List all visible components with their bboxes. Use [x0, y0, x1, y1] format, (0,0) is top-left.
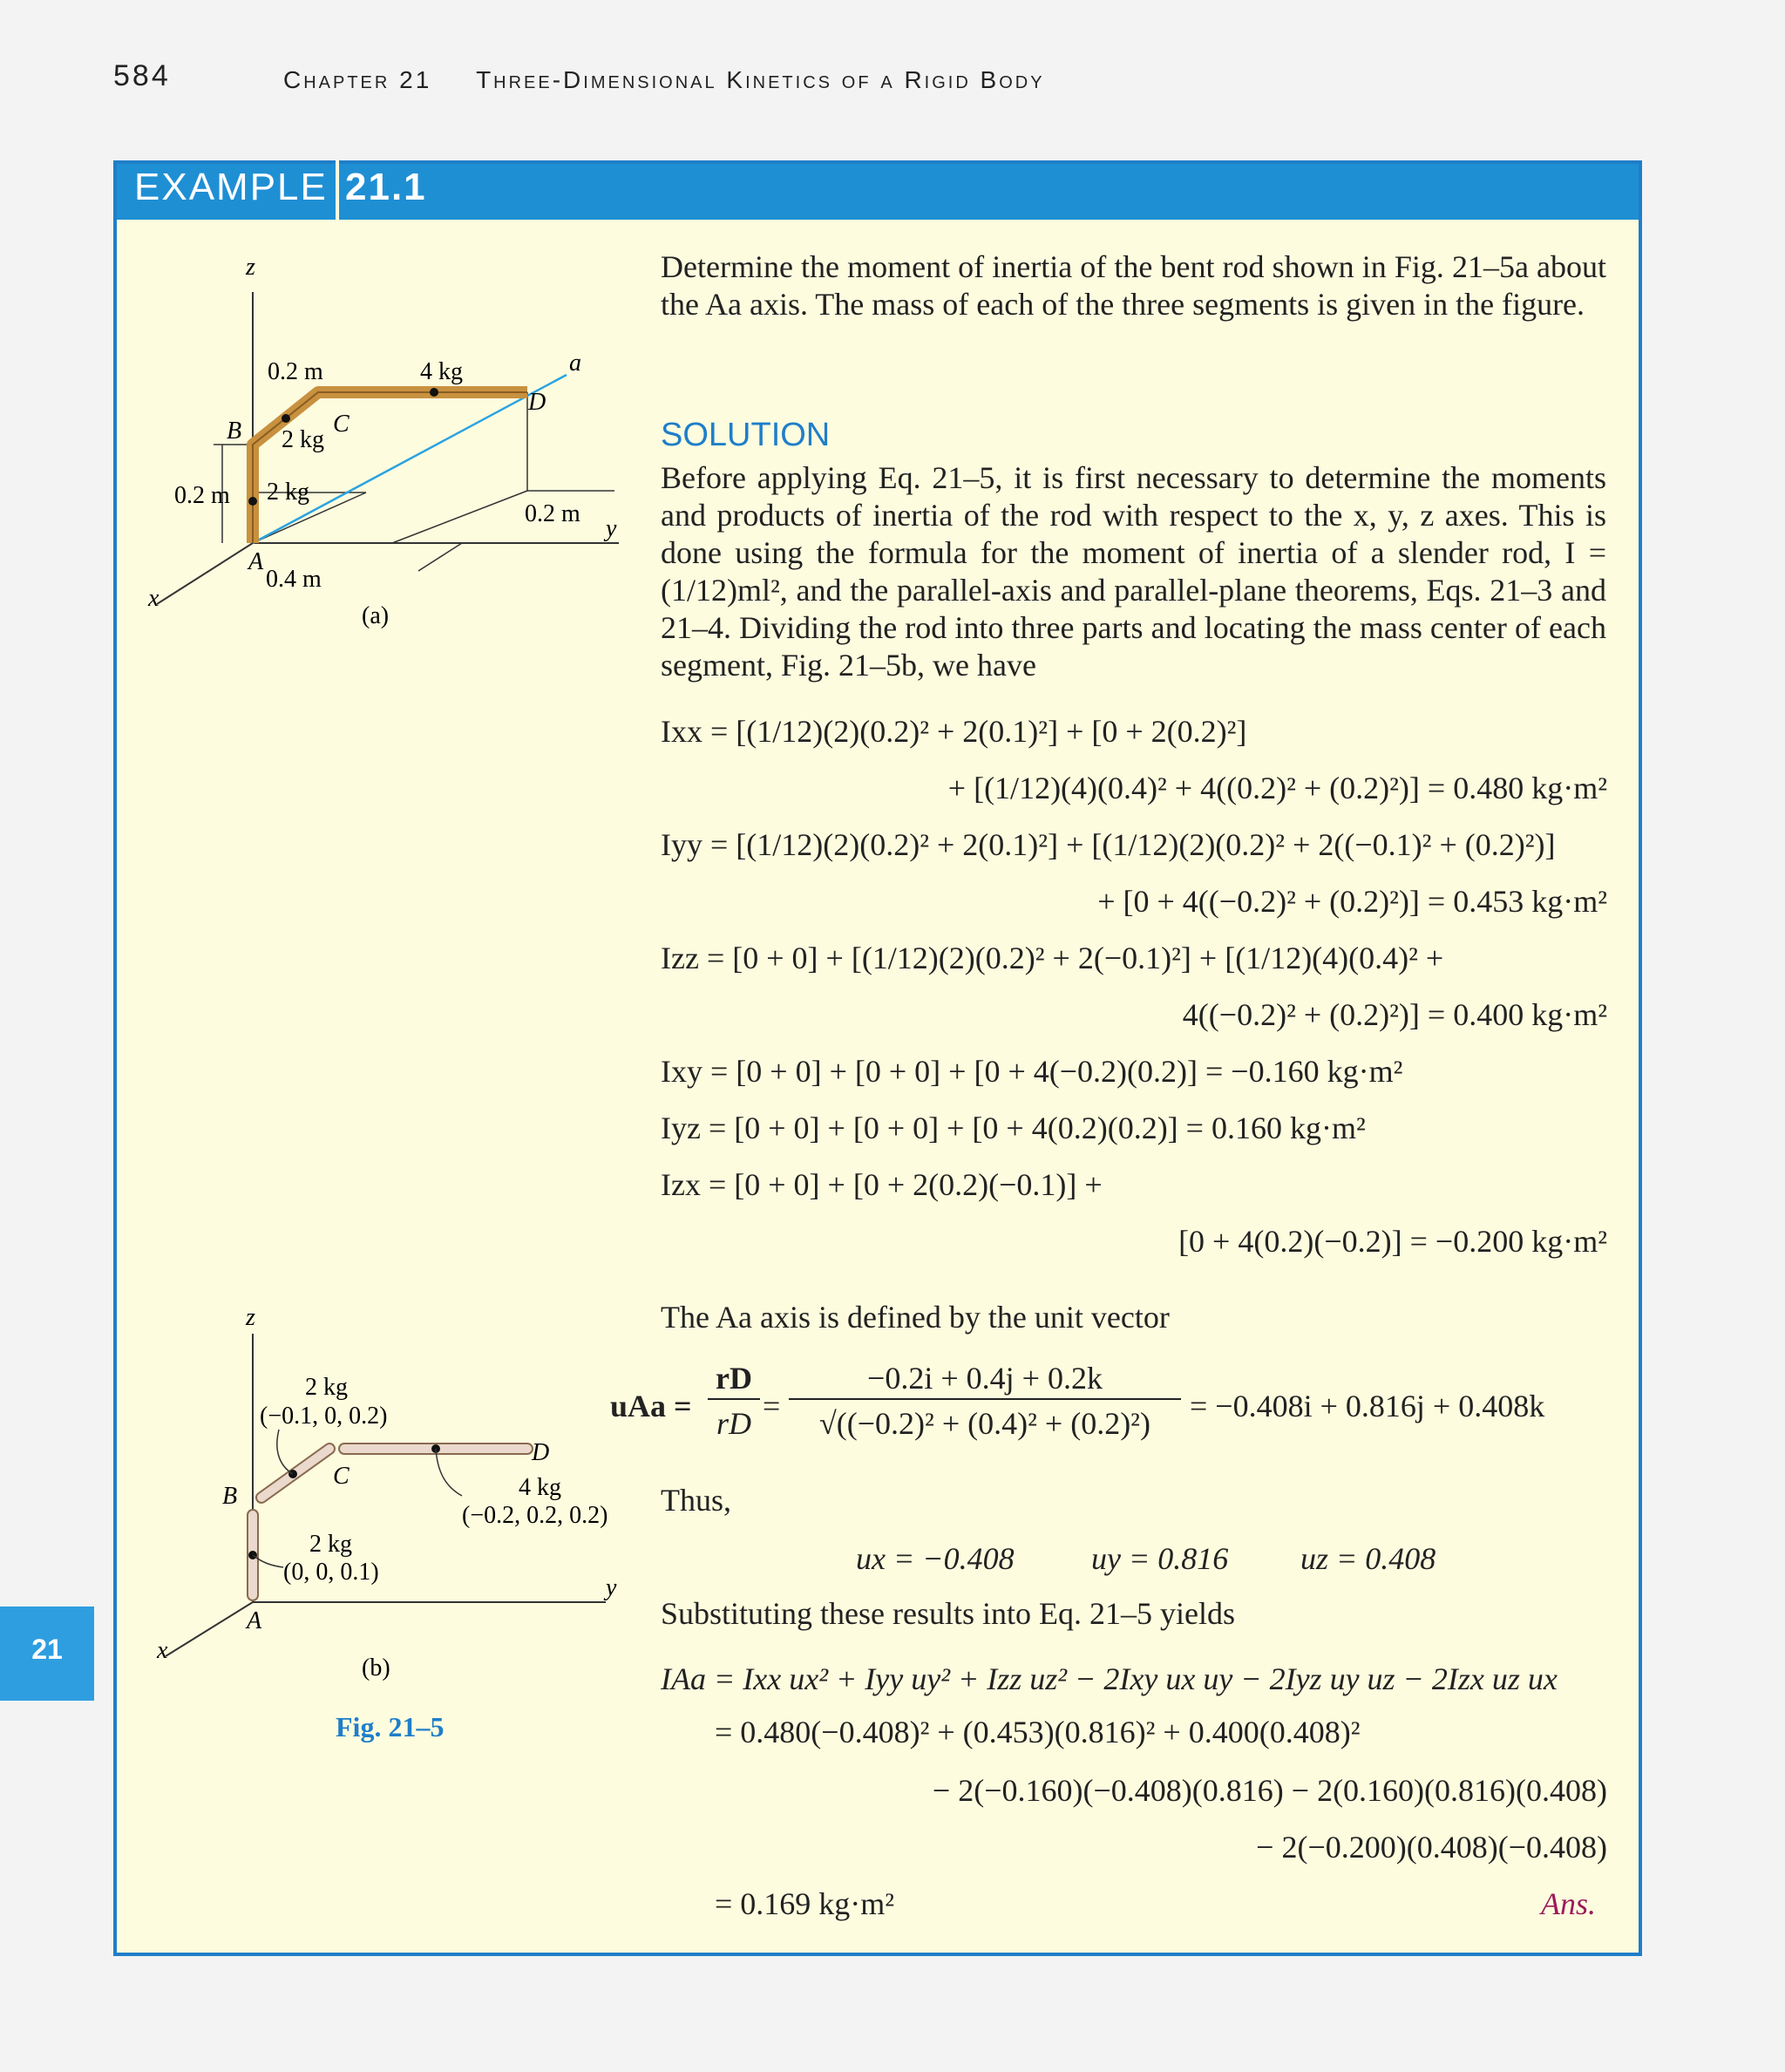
eq-ixx-line1: Ixx = [(1/12)(2)(0.2)² + 2(0.1)²] + [0 + 2(0.2)²] [661, 714, 1247, 749]
label-B: B [227, 418, 242, 445]
mass-4kg: 4 kg [420, 358, 463, 385]
example-word: EXAMPLE [134, 166, 328, 208]
dim-02-left: 0.2 m [174, 482, 230, 509]
frac2-bar [789, 1398, 1181, 1400]
label-A: A [248, 548, 264, 575]
figure-b-caption: (b) [362, 1654, 390, 1681]
unit-vector-lhs: uAa = [610, 1389, 692, 1423]
component-uy: uy = 0.816 [1091, 1541, 1229, 1576]
final-line1: IAa = Ixx ux² + Iyy uy² + Izz uz² − 2Ixy ux uy − 2Iyz uy uz − 2Izx uz ux [661, 1661, 1558, 1696]
label-B-b: B [222, 1483, 238, 1510]
eq-ixy: Ixy = [0 + 0] + [0 + 0] + [0 + 4(−0.2)(0.2)] = −0.160 kg·m² [661, 1054, 1403, 1089]
label-y: y [606, 515, 617, 542]
label-z-b: z [246, 1304, 255, 1331]
banner-divider [336, 160, 339, 220]
eq-iyz: Iyz = [0 + 0] + [0 + 0] + [0 + 4(0.2)(0.2)] = 0.160 kg·m² [661, 1111, 1366, 1145]
final-line2: = 0.480(−0.408)² + (0.453)(0.816)² + 0.400(0.408)² [715, 1715, 1361, 1749]
eq-izx-line1: Izx = [0 + 0] + [0 + 2(0.2)(−0.1)] + [661, 1167, 1103, 1202]
thus-label: Thus, [661, 1483, 731, 1518]
component-uz: uz = 0.408 [1300, 1541, 1436, 1576]
final-line4: − 2(−0.200)(0.408)(−0.408) [1256, 1830, 1607, 1865]
eq-ixx-line2: + [(1/12)(4)(0.4)² + 4((0.2)² + (0.2)²)] = 0.480 kg·m² [947, 771, 1607, 805]
solution-text: Before applying Eq. 21–5, it is first necessary to determine the moments and products of inertia of the rod with respect to the x, y, z axes. This is done using the formula for the moment of inertia of a slender rod, I = (1/12)ml², and the parallel-axis and parallel-plane theorems, Eqs. 21–3 and 21–4. Dividing the rod into three parts and locating the mass center of each segment, Fig. 21–5b, we have [661, 460, 1606, 683]
mass-2kg-ab: 2 kg [267, 479, 309, 506]
label-a: a [569, 350, 581, 377]
frac2-denominator: √((−0.2)² + (0.4)² + (0.2)²) [819, 1406, 1150, 1441]
frac2-numerator: −0.2i + 0.4j + 0.2k [867, 1361, 1103, 1396]
mass-center-cd [430, 388, 438, 397]
mass-center-bc [282, 414, 290, 423]
dim-02-top: 0.2 m [268, 358, 323, 385]
chapter-tab-number: 21 [31, 1634, 63, 1665]
dim-02-right: 0.2 m [525, 500, 580, 527]
eq-izx-line2: [0 + 4(0.2)(−0.2)] = −0.200 kg·m² [1178, 1224, 1607, 1259]
figure-a-axes [157, 292, 619, 604]
chapter-title: Three-Dimensional Kinetics of a Rigid Body [476, 66, 1045, 93]
substituting-text: Substituting these results into Eq. 21–5 yields [661, 1596, 1235, 1631]
unit-vector-result: = −0.408i + 0.816j + 0.408k [1190, 1389, 1545, 1423]
page-number: 584 [113, 59, 171, 92]
mass-ab-b: 2 kg [309, 1531, 352, 1558]
eq-izz-line1: Izz = [0 + 0] + [(1/12)(2)(0.2)² + 2(−0.1)²] + [(1/12)(4)(0.4)² + [661, 941, 1444, 975]
problem-statement: Determine the moment of inertia of the bent rod shown in Fig. 21–5a about the Aa axis. The mass of each of the three segments is given in the figure. [661, 249, 1606, 322]
label-z: z [246, 254, 255, 281]
frac1-bar [708, 1398, 760, 1400]
running-header [283, 66, 1045, 94]
figure-b [131, 1299, 645, 1682]
coord-bc: (−0.1, 0, 0.2) [260, 1403, 388, 1430]
label-y-b: y [606, 1574, 617, 1601]
mass-center-ab [248, 497, 257, 506]
label-D: D [528, 389, 546, 416]
final-answer: = 0.169 kg·m² [715, 1886, 895, 1921]
figure-a [131, 248, 645, 658]
frac1-denominator: rD [716, 1406, 751, 1441]
eq-iyy-line1: Iyy = [(1/12)(2)(0.2)² + 2(0.1)²] + [(1/12)(2)(0.2)² + 2((−0.1)² + (0.2)²)] [661, 827, 1556, 862]
label-C: C [333, 411, 350, 438]
eq-izz-line2: 4((−0.2)² + (0.2)²)] = 0.400 kg·m² [1182, 997, 1607, 1032]
label-x-b: x [157, 1637, 168, 1664]
coord-cd: (−0.2, 0.2, 0.2) [462, 1502, 608, 1529]
frac1-numerator: rD [716, 1361, 752, 1396]
answer-marker: Ans. [1541, 1886, 1596, 1921]
chapter-label: Chapter 21 [283, 66, 432, 93]
figure-a-caption: (a) [362, 602, 390, 629]
dim-04: 0.4 m [266, 566, 322, 593]
eq-iyy-line2: + [0 + 4((−0.2)² + (0.2)²)] = 0.453 kg·m² [1097, 884, 1607, 919]
unit-vector-intro: The Aa axis is defined by the unit vector [661, 1300, 1170, 1335]
label-D-b: D [532, 1439, 550, 1466]
solution-heading: SOLUTION [661, 417, 831, 453]
final-line3: − 2(−0.160)(−0.408)(0.816) − 2(0.160)(0.816)(0.408) [932, 1773, 1607, 1808]
mass-cd-b: 4 kg [519, 1474, 561, 1501]
figure-caption: Fig. 21–5 [336, 1711, 445, 1743]
label-A-b: A [247, 1607, 262, 1634]
mass-2kg-bc: 2 kg [282, 426, 324, 453]
example-number: 21.1 [345, 166, 427, 208]
label-x: x [148, 585, 159, 612]
label-C-b: C [333, 1463, 350, 1490]
coord-ab: (0, 0, 0.1) [283, 1559, 379, 1586]
mass-bc-b: 2 kg [305, 1374, 348, 1401]
component-ux: ux = −0.408 [856, 1541, 1015, 1576]
